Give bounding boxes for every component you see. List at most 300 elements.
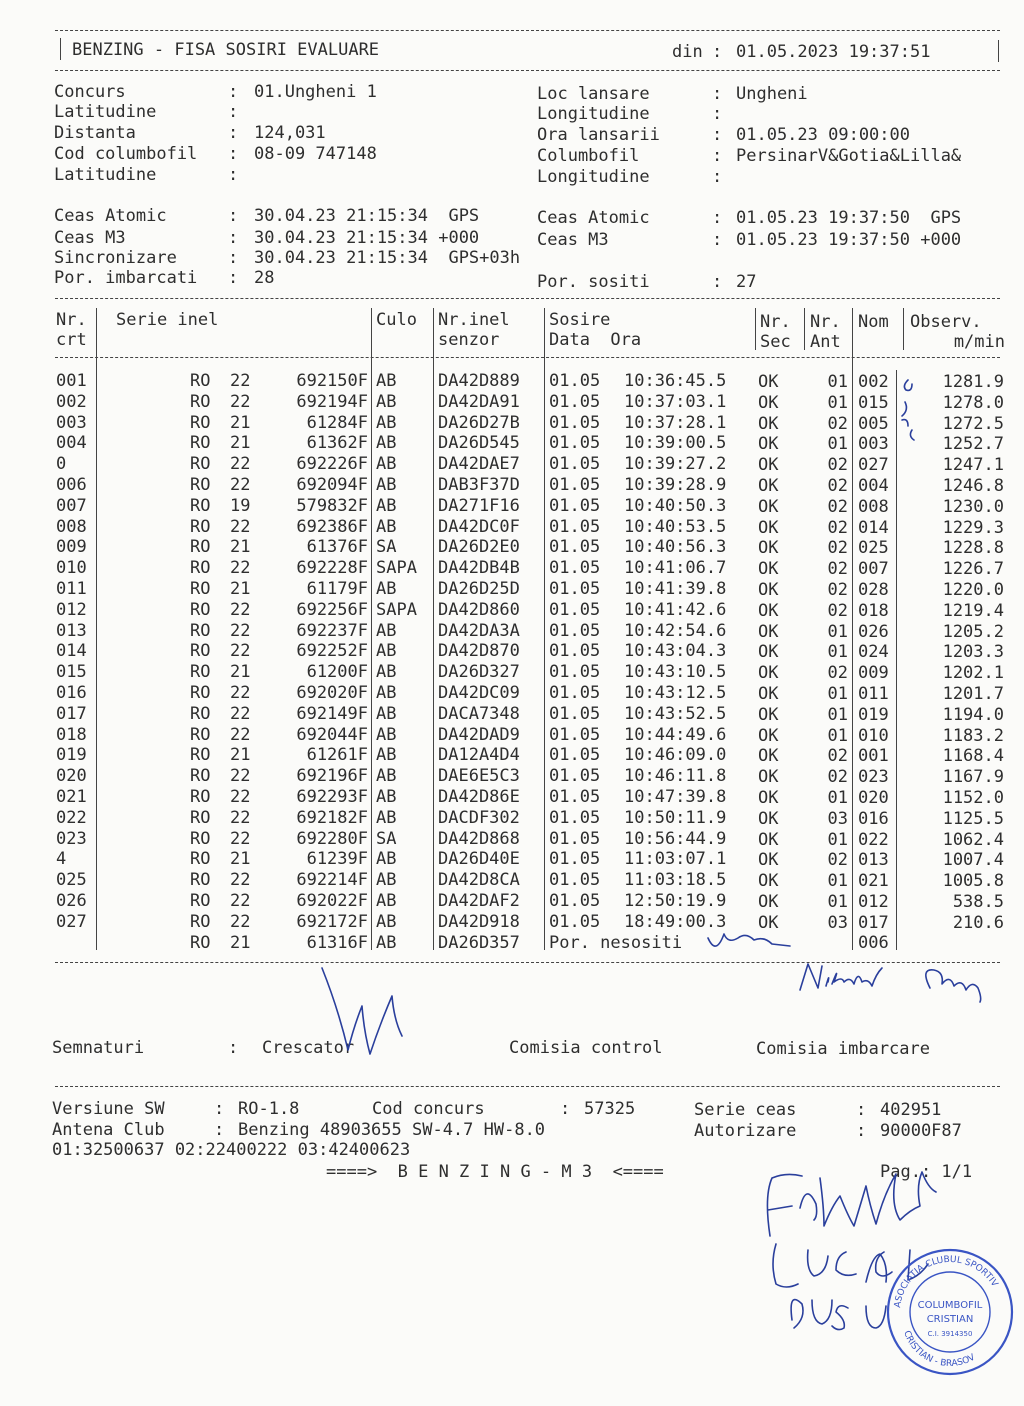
cell-time: 10:36:45.5	[624, 371, 727, 391]
cell-nom: 009	[858, 663, 889, 683]
cell-sensor: DACDF302	[438, 808, 520, 828]
cell-culo: AB	[376, 787, 397, 807]
breeder-label: Crescator	[262, 1038, 355, 1058]
cell-year: 22	[230, 621, 251, 641]
clock-serial-label: Serie ceas	[694, 1100, 797, 1120]
cell-country: RO	[190, 870, 211, 890]
cell-year: 21	[230, 413, 251, 433]
col-data-ora: Data Ora	[549, 330, 642, 350]
cell-nr: 001	[56, 371, 87, 391]
cell-ring: 61284F	[306, 413, 368, 433]
cell-ant: 01	[827, 871, 848, 891]
cell-time: 10:39:28.9	[624, 475, 727, 495]
cell-sec: OK	[758, 809, 779, 829]
cell-sec: OK	[758, 642, 779, 662]
cell-sensor: DA42DAF2	[438, 891, 520, 911]
cell-speed: 1205.2	[942, 622, 1004, 642]
antenna-label: Antena Club	[52, 1120, 165, 1140]
cell-ant: 02	[827, 850, 848, 870]
cell-year: 21	[230, 433, 251, 453]
cell-sensor: DA42D8CA	[438, 870, 520, 890]
cell-sec: OK	[758, 767, 779, 787]
cell-sensor: DA26D2E0	[438, 537, 520, 557]
cell-nom: 018	[858, 601, 889, 621]
cell-sensor: DA42D86E	[438, 787, 520, 807]
cell-sensor: DA26D357	[438, 933, 520, 953]
cell-ring: 692226F	[296, 454, 368, 474]
cell-year: 22	[230, 558, 251, 578]
cell-nom: 006	[858, 933, 889, 953]
club-stamp	[880, 1242, 1020, 1382]
clock-value: 01.05.23 19:37:50 +000	[736, 230, 962, 250]
cell-date: 01.05	[549, 454, 601, 474]
cell-country: RO	[190, 454, 211, 474]
cell-nr: 018	[56, 725, 87, 745]
rule	[896, 370, 897, 950]
cell-culo: AB	[376, 766, 397, 786]
sw-label: Versiune SW	[52, 1099, 165, 1119]
cell-sensor: DA42D870	[438, 641, 520, 661]
cell-nr: 026	[56, 891, 87, 911]
cell-nr: 020	[56, 766, 87, 786]
cell-nom: 013	[858, 850, 889, 870]
cell-ant: 01	[827, 372, 848, 392]
cell-speed: 1194.0	[942, 705, 1004, 725]
cell-time: 10:43:10.5	[624, 662, 727, 682]
cell-culo: AB	[376, 454, 397, 474]
cell-sensor: DA26D27B	[438, 413, 520, 433]
cell-culo: AB	[376, 891, 397, 911]
cell-country: RO	[190, 829, 211, 849]
cell-ring: 692256F	[296, 600, 368, 620]
cell-time: 10:39:00.5	[624, 433, 727, 453]
cell-sensor: DA42DAD9	[438, 725, 520, 745]
cell-nr: 013	[56, 621, 87, 641]
cell-year: 22	[230, 829, 251, 849]
cell-date: 01.05	[549, 558, 601, 578]
cell-ant: 01	[827, 830, 848, 850]
cell-nom: 020	[858, 788, 889, 808]
stamp-bottom-text: CRISTIAN - BRASOV	[901, 1329, 977, 1370]
cell-date: 01.05	[549, 433, 601, 453]
cell-country: RO	[190, 433, 211, 453]
cell-culo: AB	[376, 912, 397, 932]
cell-speed: 1167.9	[942, 767, 1004, 787]
cell-nr: 015	[56, 662, 87, 682]
antenna-value: Benzing 48903655 SW-4.7 HW-8.0	[238, 1120, 546, 1140]
cell-nom: 002	[858, 372, 889, 392]
cell-culo: AB	[376, 641, 397, 661]
cell-sec: OK	[758, 684, 779, 704]
cell-sec: OK	[758, 830, 779, 850]
stamp-inner-ring	[910, 1272, 990, 1352]
cell-ant: 02	[827, 518, 848, 538]
cell-speed: 1230.0	[942, 497, 1004, 517]
cell-culo: AB	[376, 392, 397, 412]
cell-culo: AB	[376, 725, 397, 745]
col-sec-2: Sec	[760, 332, 791, 352]
cell-nom: 001	[858, 746, 889, 766]
cell-culo: SAPA	[376, 600, 417, 620]
cell-nom: 004	[858, 476, 889, 496]
cell-nr: 4	[56, 849, 67, 869]
cell-nr: 016	[56, 683, 87, 703]
cell-nom: 022	[858, 830, 889, 850]
cell-time: 18:49:00.3	[624, 912, 727, 932]
cell-speed: 1246.8	[942, 476, 1004, 496]
cell-date: 01.05	[549, 600, 601, 620]
header-left-bar	[60, 38, 61, 60]
stamp-center: COLUMBOFIL	[917, 1300, 983, 1311]
cell-year: 22	[230, 704, 251, 724]
cell-year: 21	[230, 662, 251, 682]
control-label: Comisia control	[509, 1038, 663, 1058]
cell-nom: 011	[858, 684, 889, 704]
divider	[55, 357, 1000, 358]
clock-label: Por. sositi	[537, 272, 650, 292]
col-crt: crt	[56, 330, 87, 350]
cell-country: RO	[190, 933, 211, 953]
cell-ring: 692228F	[296, 558, 368, 578]
cell-year: 22	[230, 766, 251, 786]
cell-country: RO	[190, 704, 211, 724]
header-right-bar	[998, 40, 999, 62]
cell-date: 01.05	[549, 829, 601, 849]
cell-year: 22	[230, 517, 251, 537]
clock-serial-value: 402951	[880, 1100, 942, 1120]
rule	[96, 308, 97, 950]
date-label: din	[672, 42, 703, 62]
cell-nr: 021	[56, 787, 87, 807]
cell-ant: 03	[827, 809, 848, 829]
cell-time: 10:41:06.7	[624, 558, 727, 578]
cell-country: RO	[190, 371, 211, 391]
cell-year: 22	[230, 787, 251, 807]
cell-ant: 02	[827, 538, 848, 558]
cell-time: 11:03:07.1	[624, 849, 727, 869]
cell-year: 22	[230, 891, 251, 911]
missing-status: Por. nesositi	[549, 933, 683, 953]
cell-country: RO	[190, 766, 211, 786]
cell-date: 01.05	[549, 371, 601, 391]
cell-time: 10:37:28.1	[624, 413, 727, 433]
cell-year: 21	[230, 849, 251, 869]
cell-year: 22	[230, 641, 251, 661]
cell-year: 22	[230, 912, 251, 932]
cell-time: 10:46:09.0	[624, 745, 727, 765]
clock-label: Por. imbarcati	[54, 268, 198, 288]
cell-date: 01.05	[549, 413, 601, 433]
cell-ring: 61376F	[306, 537, 368, 557]
cell-date: 01.05	[549, 745, 601, 765]
cell-sec: OK	[758, 746, 779, 766]
cell-nr: 007	[56, 496, 87, 516]
cell-culo: AB	[376, 704, 397, 724]
cell-country: RO	[190, 475, 211, 495]
col-sosire: Sosire	[549, 310, 611, 330]
cell-culo: AB	[376, 849, 397, 869]
cell-time: 10:43:12.5	[624, 683, 727, 703]
cell-country: RO	[190, 683, 211, 703]
cell-nom: 027	[858, 455, 889, 475]
cell-sensor: DA42DC0F	[438, 517, 520, 537]
cell-nom: 012	[858, 892, 889, 912]
cell-sensor: DA42D918	[438, 912, 520, 932]
cell-ring: 692237F	[296, 621, 368, 641]
page-title: BENZING - FISA SOSIRI EVALUARE	[72, 40, 380, 60]
cell-date: 01.05	[549, 870, 601, 890]
cell-speed: 1272.5	[942, 414, 1004, 434]
cell-culo: AB	[376, 683, 397, 703]
cell-sec: OK	[758, 892, 779, 912]
cell-time: 12:50:19.9	[624, 891, 727, 911]
cell-ant: 02	[827, 601, 848, 621]
cell-country: RO	[190, 891, 211, 911]
cell-speed: 1228.8	[942, 538, 1004, 558]
cell-date: 01.05	[549, 392, 601, 412]
report-date: 01.05.2023 19:37:51	[736, 42, 931, 62]
cell-date: 01.05	[549, 579, 601, 599]
cell-nom: 026	[858, 622, 889, 642]
cell-time: 10:43:52.5	[624, 704, 727, 724]
cell-nr: 012	[56, 600, 87, 620]
cell-speed: 1226.7	[942, 559, 1004, 579]
cell-time: 10:50:11.9	[624, 808, 727, 828]
cell-ant: 02	[827, 559, 848, 579]
cell-sec: OK	[758, 622, 779, 642]
cell-speed: 1229.3	[942, 518, 1004, 538]
cell-sec: OK	[758, 518, 779, 538]
cell-nr: 011	[56, 579, 87, 599]
cell-country: RO	[190, 517, 211, 537]
cell-sec: OK	[758, 455, 779, 475]
cell-date: 01.05	[549, 537, 601, 557]
cell-country: RO	[190, 537, 211, 557]
cell-date: 01.05	[549, 475, 601, 495]
cell-date: 01.05	[549, 766, 601, 786]
col-ant: Nr.	[810, 312, 841, 332]
rule	[433, 308, 434, 950]
cell-culo: SA	[376, 829, 397, 849]
cell-country: RO	[190, 849, 211, 869]
cell-speed: 1278.0	[942, 393, 1004, 413]
cell-culo: SAPA	[376, 558, 417, 578]
cell-culo: AB	[376, 808, 397, 828]
cell-country: RO	[190, 621, 211, 641]
info-value: 01.05.23 09:00:00	[736, 125, 910, 145]
cell-nr: 004	[56, 433, 87, 453]
cell-speed: 1168.4	[942, 746, 1004, 766]
cell-time: 10:40:56.3	[624, 537, 727, 557]
stamp-code: C.I. 3914350	[927, 1330, 973, 1338]
col-sensor-2: senzor	[438, 330, 500, 350]
cell-speed: 1125.5	[942, 809, 1004, 829]
cell-culo: AB	[376, 662, 397, 682]
cell-nr: 019	[56, 745, 87, 765]
cell-nr: 010	[56, 558, 87, 578]
col-observ: Observ.	[910, 312, 982, 332]
cell-speed: 1183.2	[942, 726, 1004, 746]
cell-culo: SA	[376, 537, 397, 557]
cell-year: 21	[230, 933, 251, 953]
cell-country: RO	[190, 787, 211, 807]
cell-speed: 1252.7	[942, 434, 1004, 454]
cell-culo: AB	[376, 517, 397, 537]
cell-date: 01.05	[549, 891, 601, 911]
cell-time: 10:42:54.6	[624, 621, 727, 641]
cell-ring: 692022F	[296, 891, 368, 911]
info-value: 124,031	[254, 123, 326, 143]
cell-sec: OK	[758, 850, 779, 870]
cell-year: 22	[230, 683, 251, 703]
info-label: Loc lansare	[537, 84, 650, 104]
cell-country: RO	[190, 745, 211, 765]
info-label: Longitudine	[537, 167, 650, 187]
cell-date: 01.05	[549, 496, 601, 516]
cell-ant: 01	[827, 622, 848, 642]
cell-nom: 017	[858, 913, 889, 933]
cell-ring: 61362F	[306, 433, 368, 453]
cell-nr: 022	[56, 808, 87, 828]
sw-value: RO-1.8	[238, 1099, 300, 1119]
cell-ring: 692386F	[296, 517, 368, 537]
cell-ant: 01	[827, 642, 848, 662]
cell-speed: 210.6	[952, 913, 1004, 933]
stamp-center-2: CRISTIAN	[926, 1314, 974, 1325]
auth-value: 90000F87	[880, 1121, 962, 1141]
cell-ant: 01	[827, 684, 848, 704]
boarding-label: Comisia imbarcare	[756, 1039, 930, 1059]
cell-ant: 02	[827, 767, 848, 787]
cell-year: 22	[230, 392, 251, 412]
divider	[55, 298, 1000, 299]
cell-sensor: DACA7348	[438, 704, 520, 724]
cell-year: 21	[230, 579, 251, 599]
cell-ant: 01	[827, 434, 848, 454]
rule	[852, 308, 853, 950]
cell-sec: OK	[758, 580, 779, 600]
cell-sensor: DA26D327	[438, 662, 520, 682]
cell-year: 22	[230, 870, 251, 890]
cell-speed: 1062.4	[942, 830, 1004, 850]
cell-sec: OK	[758, 434, 779, 454]
cell-year: 22	[230, 600, 251, 620]
cell-year: 22	[230, 371, 251, 391]
col-sec: Nr.	[760, 312, 791, 332]
cell-ring: 692196F	[296, 766, 368, 786]
info-label: Columbofil	[537, 146, 640, 166]
cell-sensor: DA42D860	[438, 600, 520, 620]
cell-sensor: DA26D25D	[438, 579, 520, 599]
cell-speed: 1201.7	[942, 684, 1004, 704]
cell-ring: 692214F	[296, 870, 368, 890]
col-culo: Culo	[376, 310, 417, 330]
clock-value: 01.05.23 19:37:50 GPS	[736, 208, 962, 228]
cell-sensor: DAB3F37D	[438, 475, 520, 495]
cell-year: 22	[230, 475, 251, 495]
cell-nom: 021	[858, 871, 889, 891]
cell-time: 10:37:03.1	[624, 392, 727, 412]
cell-nom: 019	[858, 705, 889, 725]
cell-sensor: DA42DA91	[438, 392, 520, 412]
cell-ring: 692094F	[296, 475, 368, 495]
rule	[544, 308, 545, 950]
stamp-top-text: ASOCIATIA CLUBUL SPORTIV	[893, 1254, 1000, 1309]
cell-speed: 1219.4	[942, 601, 1004, 621]
cell-country: RO	[190, 912, 211, 932]
cell-country: RO	[190, 496, 211, 516]
rule	[903, 308, 904, 350]
divider	[55, 30, 1000, 31]
cell-sensor: DA271F16	[438, 496, 520, 516]
cell-nom: 005	[858, 414, 889, 434]
divider	[55, 1086, 1000, 1087]
cell-ring: 579832F	[296, 496, 368, 516]
clock-value: 28	[254, 268, 275, 288]
cell-culo: AB	[376, 870, 397, 890]
cell-culo: AB	[376, 371, 397, 391]
cell-country: RO	[190, 558, 211, 578]
cell-sec: OK	[758, 663, 779, 683]
cell-country: RO	[190, 641, 211, 661]
info-label: Distanta	[54, 123, 136, 143]
cell-year: 21	[230, 745, 251, 765]
cell-ring: 692280F	[296, 829, 368, 849]
cell-year: 22	[230, 454, 251, 474]
cell-date: 01.05	[549, 787, 601, 807]
cell-ring: 61316F	[306, 933, 368, 953]
cell-nom: 014	[858, 518, 889, 538]
cell-culo: AB	[376, 475, 397, 495]
col-m-min: m/min	[953, 332, 1005, 352]
cell-nom: 028	[858, 580, 889, 600]
cell-time: 11:03:18.5	[624, 870, 727, 890]
cell-speed: 1247.1	[942, 455, 1004, 475]
cell-date: 01.05	[549, 517, 601, 537]
cell-sec: OK	[758, 913, 779, 933]
cell-ant: 02	[827, 414, 848, 434]
cell-sec: OK	[758, 372, 779, 392]
info-label: Longitudine	[537, 104, 650, 124]
stamp-outer-ring	[888, 1250, 1012, 1374]
cell-nr: 002	[56, 392, 87, 412]
col-ant-2: Ant	[810, 332, 841, 352]
cell-nom: 015	[858, 393, 889, 413]
cell-culo: AB	[376, 579, 397, 599]
cell-ant: 01	[827, 726, 848, 746]
cell-sec: OK	[758, 414, 779, 434]
clock-value: 30.04.23 21:15:34 +000	[254, 228, 480, 248]
cell-culo: AB	[376, 621, 397, 641]
cell-nr: 003	[56, 413, 87, 433]
cell-year: 21	[230, 537, 251, 557]
cell-speed: 1203.3	[942, 642, 1004, 662]
cell-sec: OK	[758, 705, 779, 725]
cell-sensor: DA42DB4B	[438, 558, 520, 578]
rule	[804, 308, 805, 350]
cell-speed: 1202.1	[942, 663, 1004, 683]
cell-ring: 61239F	[306, 849, 368, 869]
cell-ring: 61200F	[306, 662, 368, 682]
clock-value: 30.04.23 21:15:34 GPS+03h	[254, 248, 521, 268]
divider	[55, 70, 1000, 71]
cell-country: RO	[190, 600, 211, 620]
cell-sec: OK	[758, 559, 779, 579]
cell-speed: 1152.0	[942, 788, 1004, 808]
cell-time: 10:40:53.5	[624, 517, 727, 537]
cell-speed: 1005.8	[942, 871, 1004, 891]
cell-sensor: DA42D868	[438, 829, 520, 849]
